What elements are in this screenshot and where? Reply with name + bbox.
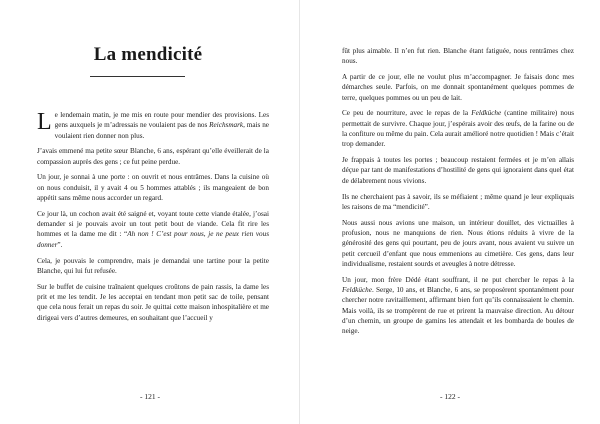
paragraph: Nous aussi nous avions une maison, un intérieur douillet, des victuailles à profusion, nous ne manquions de rien. Nous étions réduits à vivre de la générosité des gens qui pourtant, peu de jours avant, nous avaient vu suivre un petit cercueil d’enfant que nous emmenions au cimetière. Ces gens, dans leur individualisme, restaient sourds et aveugles à notre détresse. xyxy=(342,218,574,268)
italic-quote: Ah non ! C’est pour nous, je ne peux rien vous donner xyxy=(37,230,269,249)
paragraph-text: Ce peu de nourriture, avec le repas de la xyxy=(342,109,472,118)
right-page-text xyxy=(342,46,574,342)
paragraph: Je frappais à toutes les portes ; beaucoup restaient fermées et je m’en allais déçue par tant de manifestations d’hostilité de gens qui ignoraient dans quel état de délabrement nous vivions. xyxy=(342,156,574,185)
paragraph-text: , mais ne voulaient rien donner non plus. xyxy=(54,121,269,140)
drop-cap: L xyxy=(37,109,52,135)
right-page xyxy=(300,0,600,424)
left-page-text xyxy=(37,110,269,328)
title-rule xyxy=(90,76,185,77)
page-number: - 122 - xyxy=(440,392,460,401)
italic-term: Feldküche xyxy=(471,109,502,118)
paragraph-text: (cantine militaire) nous permettait de survivre. Chaque jour, j’espérais avoir des œufs, de la farine ou de la confiture ou même du pain. Cela aurait amélioré notre quotidien ! Mais c’était trop demander. xyxy=(342,109,575,149)
paragraph-text: . Serge, 10 ans, et Blanche, 6 ans, se proposèrent spontanément pour chercher notre ravitaillement, affirmant bien fort qu’ils connaissaient le chemin. Mais voilà, ils se trompèrent de rue et prirent la mauvaise direction. Au détour d’un chemin, un groupe de gamins les attendait et les bombarda de boules de neige. xyxy=(342,285,574,336)
page-number: - 121 - xyxy=(140,392,160,401)
paragraph xyxy=(37,209,269,250)
paragraph: fût plus aimable. Il n’en fut rien. Blanche étant fatiguée, nous rentrâmes chez nous. xyxy=(342,47,574,66)
paragraph: J’avais emmené ma petite sœur Blanche, 6 ans, espérant qu’elle éveillerait de la compassion auprès des gens ; ce fut peine perdue. xyxy=(37,147,269,166)
paragraph: A partir de ce jour, elle ne voulut plus m’accompagner. Je faisais donc mes démarches seule. Parfois, on me donnait spontanément quelques pommes de terre, quelques pommes ou un peu de lait. xyxy=(342,73,574,102)
paragraph-text: ”. xyxy=(57,240,63,249)
chapter-title: La mendicité xyxy=(93,44,203,65)
paragraph-text: Un jour, mon frère Dédé étant souffrant, il ne put chercher le repas à la xyxy=(342,275,574,284)
paragraph xyxy=(342,108,574,149)
paragraph xyxy=(342,275,574,337)
paragraph: Un jour, je sonnai à une porte : on ouvrit et nous entrâmes. Dans la cuisine où on nous conduisit, il y avait 4 ou 5 hommes attablés ; ils mangeaient de bon appétit sans même nous accorder un regard. xyxy=(37,173,269,203)
paragraph: Ils ne cherchaient pas à savoir, ils se méfiaient ; même quand je leur expliquais les raisons de ma “mendicité”. xyxy=(342,192,574,211)
paragraph: Cela, je pouvais le comprendre, mais je demandai une tartine pour la petite Blanche, qui lui fut refusée. xyxy=(37,256,269,275)
paragraph: Sur le buffet de cuisine traînaient quelques croûtons de pain rassis, la dame les prit et me les tendit. Je les acceptai en tendant mon petit sac de toile, pensant que cela nous ferait un repas du soir. Je quittai cette maison inhospitalière et me dirigeai vers d’autres demeures, en souhaitant que l’accueil y xyxy=(37,282,269,322)
paragraph xyxy=(37,110,269,141)
paragraph-text: e lendemain matin, je me mis en route pour mendier des provisions. Les gens auxquels je m’adressais ne voulaient pas de nos xyxy=(54,111,269,130)
paragraph-text: Ce jour là, un cochon avait été saigné et, voyant toute cette viande étalée, j’osai demander si je pouvais avoir un tout petit bout de viande. Cela fit rire les hommes et la dame me dit : “ xyxy=(37,209,269,239)
italic-term: Reichsmark xyxy=(209,121,244,130)
italic-term: Feldküche xyxy=(342,285,372,294)
